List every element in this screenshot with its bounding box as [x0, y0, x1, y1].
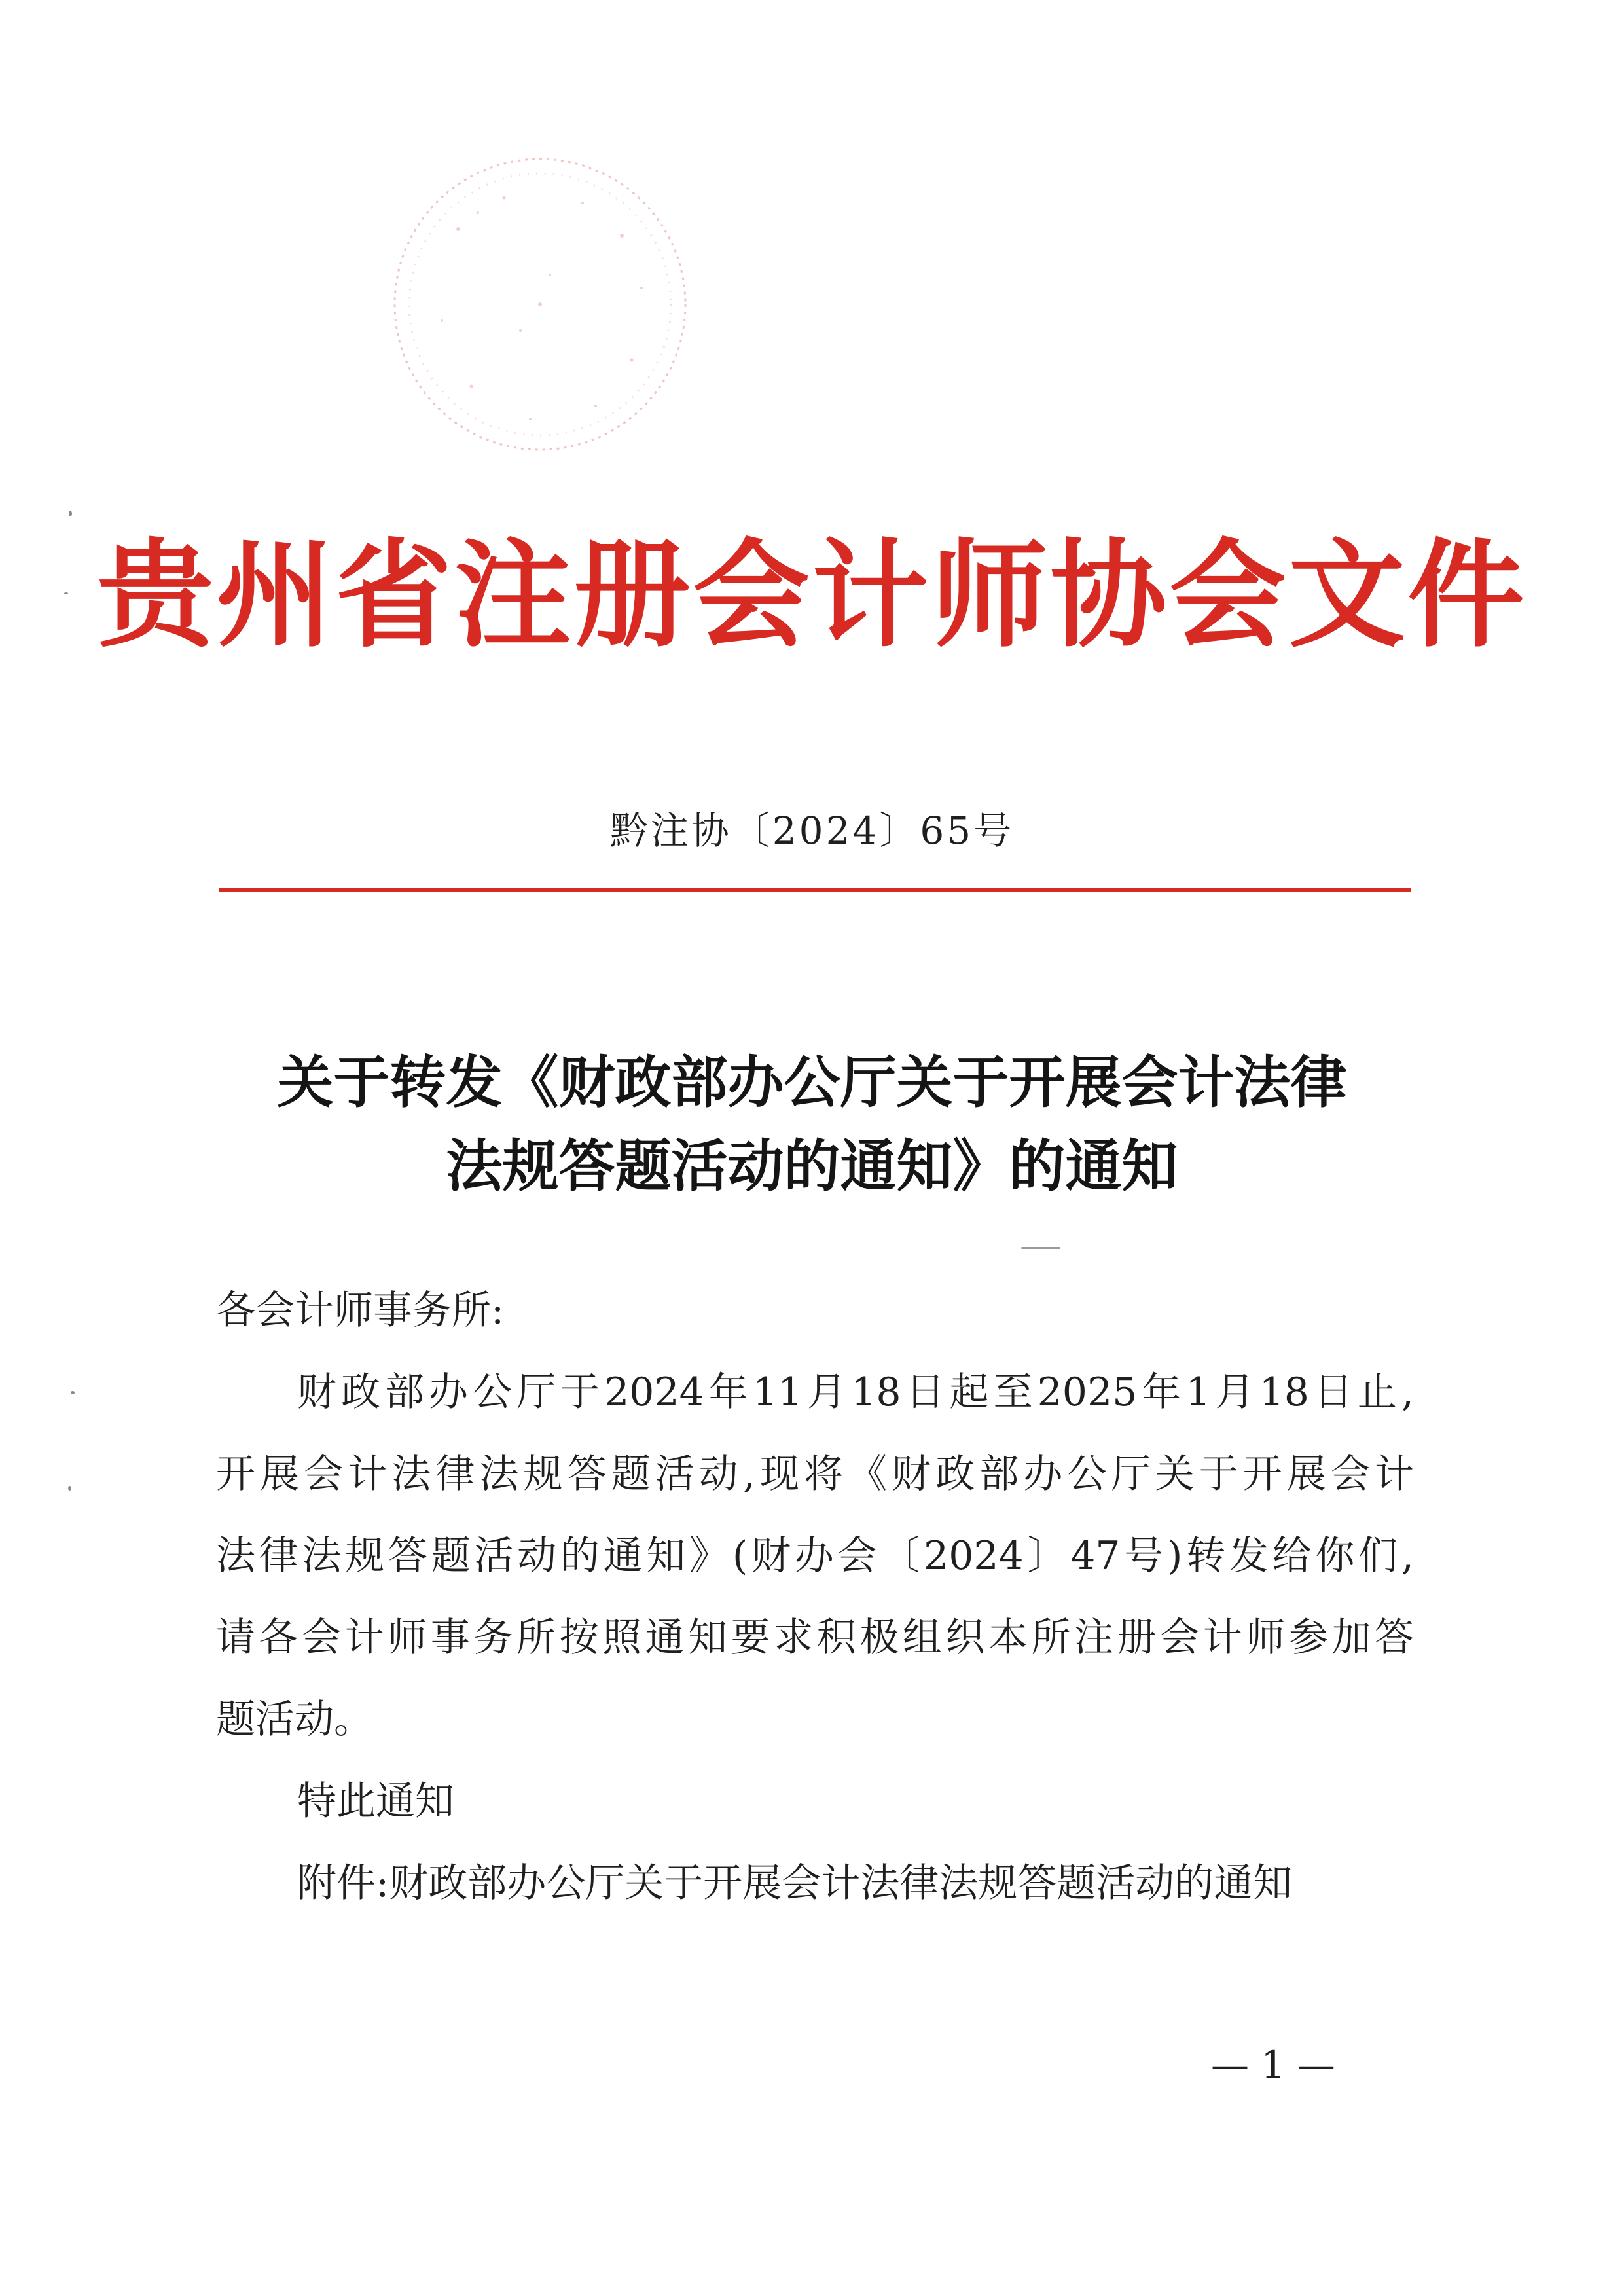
scan-speck [64, 592, 68, 594]
attachment-line: 附件:财政部办公厅关于开展会计法律法规答题活动的通知 [297, 1860, 1293, 1906]
paragraph-line: 财政部办公厅于2024年11月18日起至2025年1月18日止, [297, 1369, 1414, 1415]
org-document-header: 贵州省注册会计师协会文件 [97, 526, 1527, 663]
paragraph-line: 开展会计法律法规答题活动,现将《财政部办公厅关于开展会计 [216, 1451, 1414, 1497]
notice-body [216, 1270, 1414, 1925]
closing-text: 特此通知 [297, 1779, 454, 1824]
notice-title-line: 关于转发《财政部办公厅关于开展会计法律 [277, 1049, 1347, 1115]
faint-circular-seal-icon [386, 151, 694, 458]
scan-speck [68, 1486, 71, 1491]
page-number: — 1 — [1211, 2042, 1335, 2087]
notice-title-line: 法规答题活动的通知》的通知 [446, 1133, 1178, 1199]
paragraph-line: 请各会计师事务所按照通知要求积极组织本所注册会计师参加答 [216, 1615, 1414, 1661]
scan-speck [1021, 1247, 1060, 1249]
paragraph-line: 法律法规答题活动的通知》(财办会〔2024〕47号)转发给你们, [216, 1533, 1414, 1579]
paragraph-line: 题活动。 [216, 1697, 373, 1743]
scan-speck [69, 511, 72, 516]
scan-speck [71, 1391, 75, 1394]
red-divider-line [219, 888, 1411, 892]
salutation: 各会计师事务所: [216, 1288, 505, 1333]
document-number: 黔注协〔2024〕65号 [609, 808, 1015, 853]
notice-title [0, 1041, 1624, 1208]
